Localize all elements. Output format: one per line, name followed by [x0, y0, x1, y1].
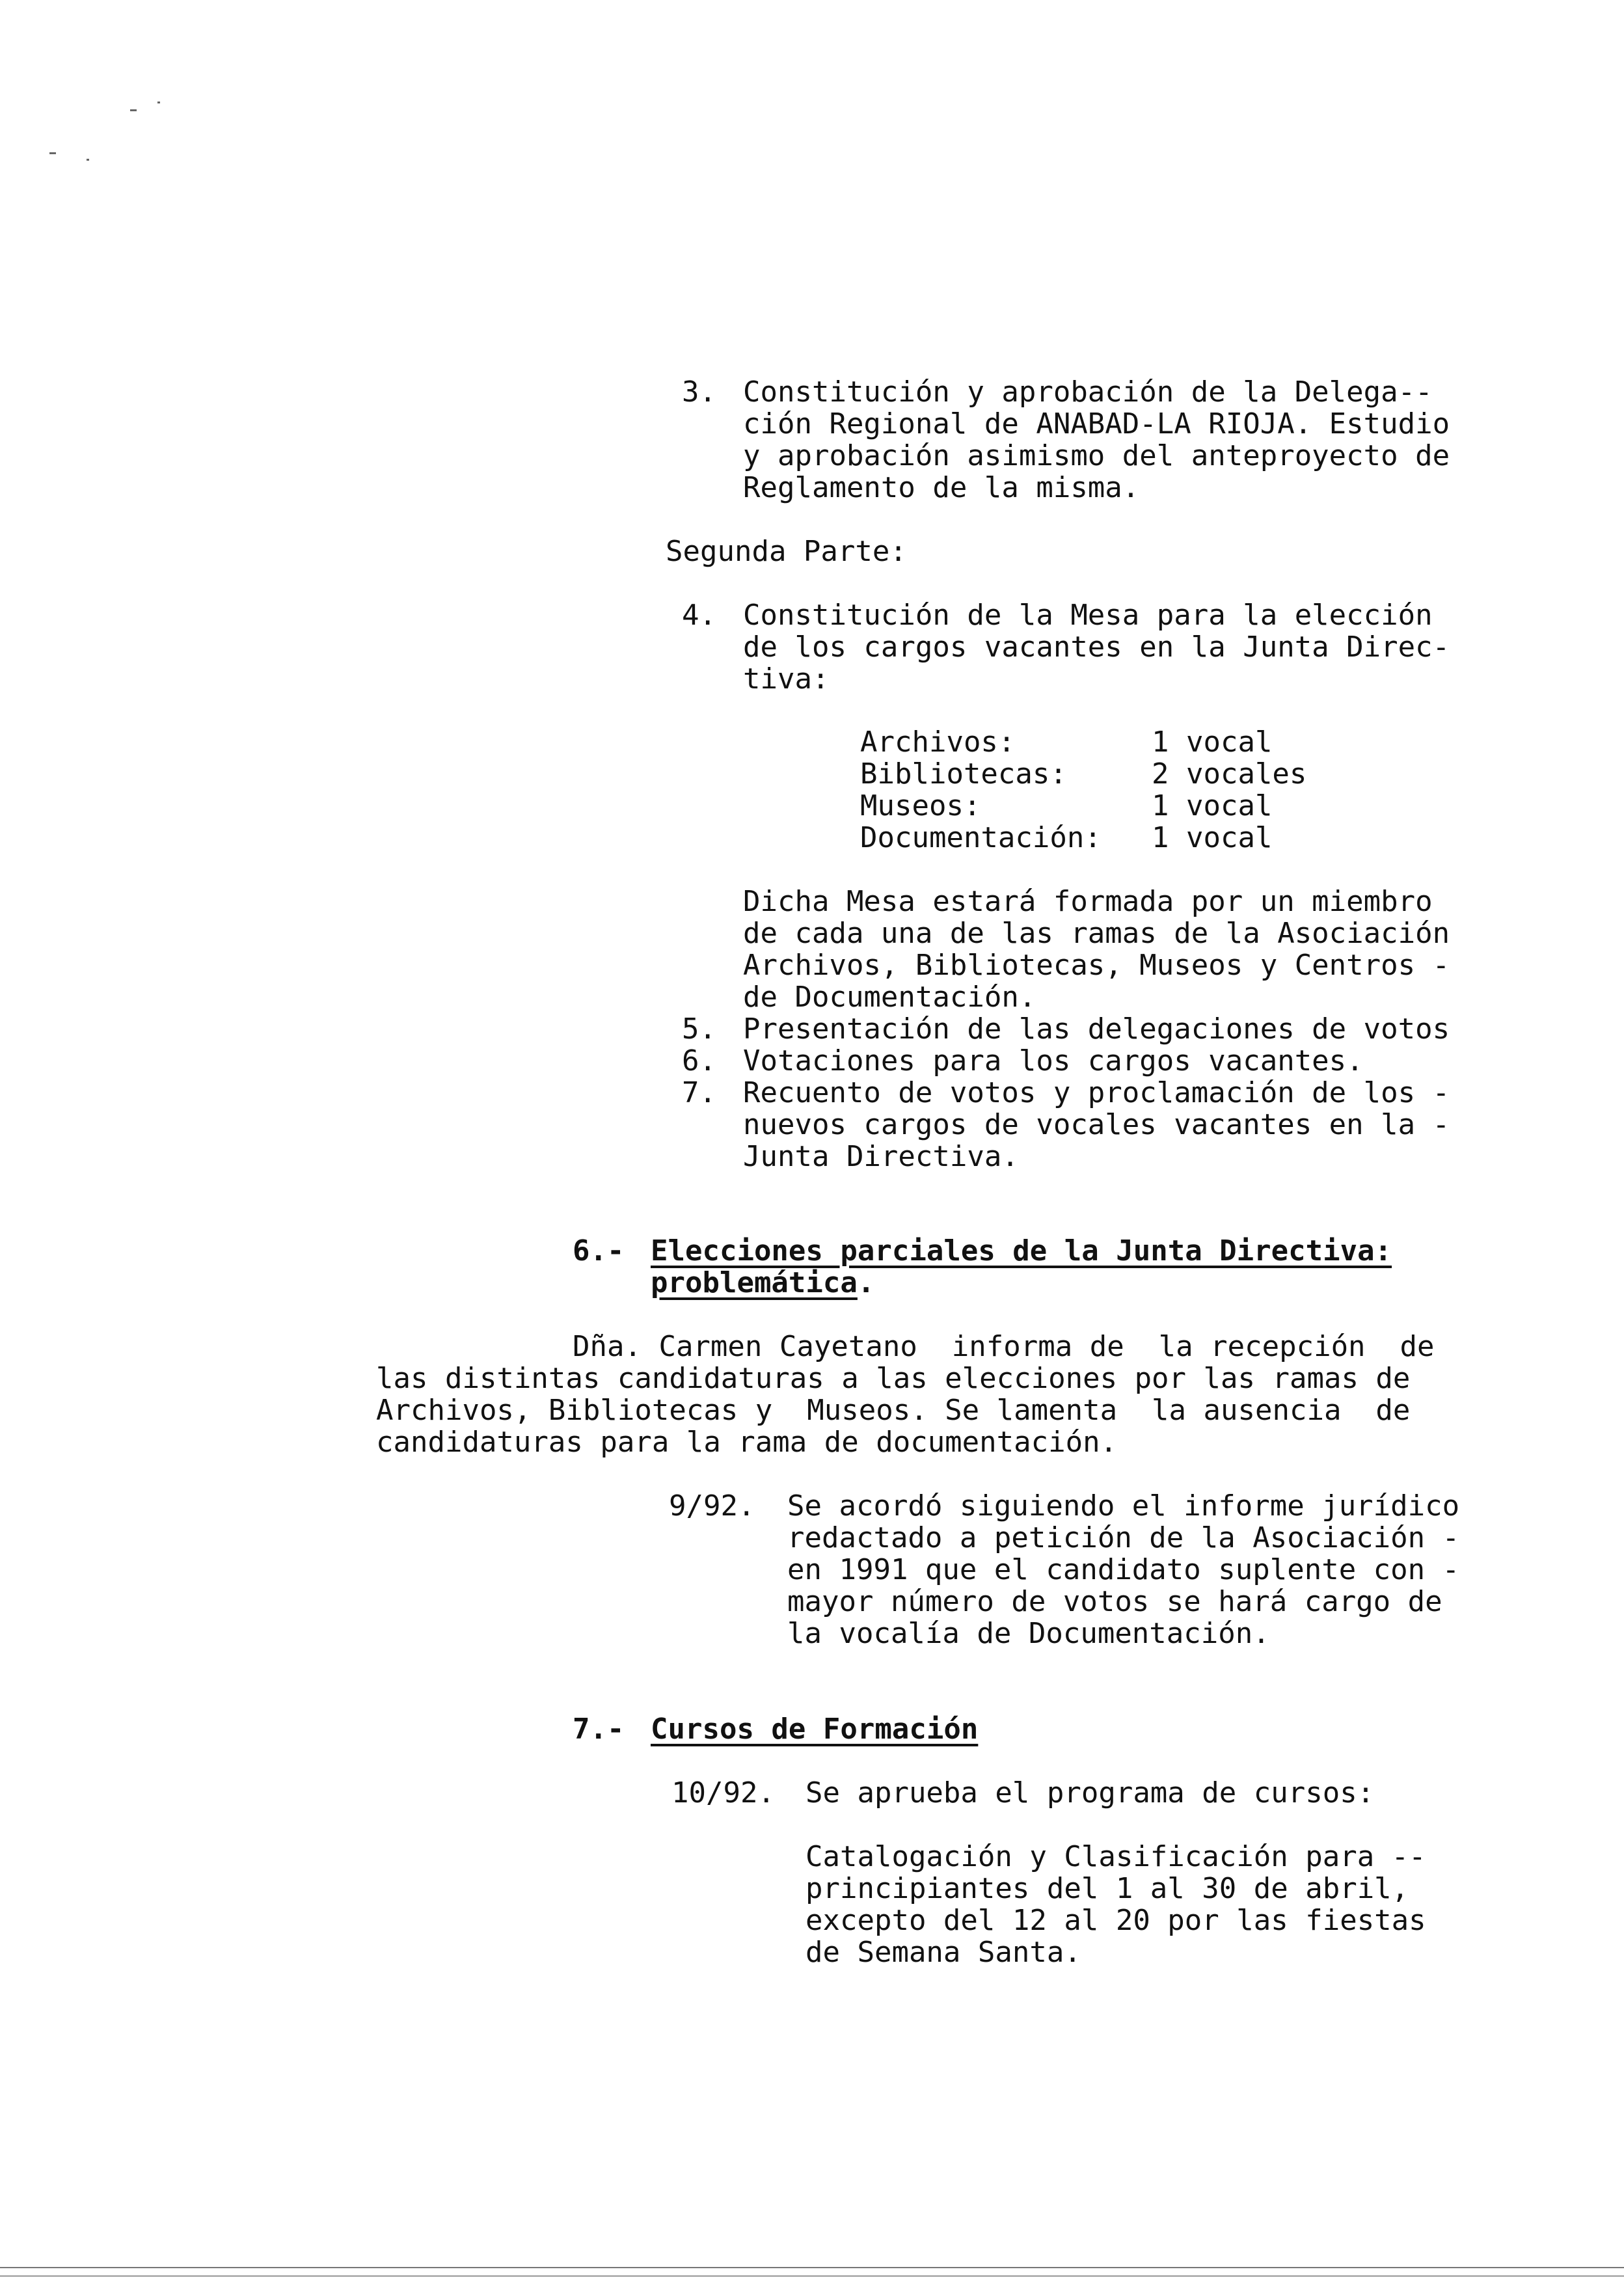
- section-6-title: Elecciones parciales de la Junta Directiva:: [651, 1234, 1392, 1268]
- scan-speck: [130, 109, 137, 111]
- vacante-rama: Documentación:: [860, 821, 1102, 854]
- section-6-title-cont: [651, 1267, 874, 1299]
- agreement-9-92-code: 9/92.: [669, 1489, 755, 1523]
- agreement-9-92-line: Se acordó siguiendo el informe jurídico: [787, 1489, 1460, 1523]
- mesa-note-line: de cada una de las ramas de la Asociación: [743, 917, 1450, 950]
- vacante-rama: Museos:: [860, 789, 981, 822]
- item-6-line: Votaciones para los cargos vacantes.: [743, 1044, 1364, 1078]
- agreement-9-92-line: en 1991 que el candidato suplente con -: [787, 1553, 1460, 1586]
- item-5-line: Presentación de las delegaciones de votos: [743, 1012, 1450, 1046]
- item-3-line: Reglamento de la misma.: [743, 471, 1140, 504]
- agreement-10-92-code: 10/92.: [671, 1776, 775, 1810]
- item-3-line: y aprobación asimismo del anteproyecto de: [743, 439, 1450, 472]
- item-3-line: ción Regional de ANABAD-LA RIOJA. Estudio: [743, 407, 1450, 441]
- agreement-9-92-line: mayor número de votos se hará cargo de: [787, 1585, 1442, 1618]
- item-4-number: 4.: [682, 599, 716, 632]
- cursos-detail-line: Catalogación y Clasificación para --: [805, 1840, 1426, 1873]
- item-3-line: Constitución y aprobación de la Delega--: [743, 375, 1433, 409]
- item-3-number: 3.: [682, 375, 716, 409]
- cursos-detail-line: de Semana Santa.: [805, 1936, 1081, 1969]
- item-6-number: 6.: [682, 1044, 716, 1078]
- item-7-line: Junta Directiva.: [743, 1140, 1019, 1173]
- agreement-10-92-line: Se aprueba el programa de cursos:: [805, 1776, 1375, 1810]
- item-7-line: nuevos cargos de vocales vacantes en la -: [743, 1108, 1450, 1141]
- item-4-line: Constitución de la Mesa para la elección: [743, 599, 1433, 632]
- item-5-number: 5.: [682, 1012, 716, 1046]
- scan-speck: [49, 152, 56, 154]
- vacante-rama: Bibliotecas:: [860, 757, 1067, 791]
- section-7-number: 7.-: [573, 1713, 625, 1746]
- mesa-note-line: de Documentación.: [743, 981, 1036, 1014]
- section-6-paragraph-line: Archivos, Bibliotecas y Museos. Se lamenta la ausencia de: [376, 1394, 1411, 1427]
- vacante-cantidad: 1 vocal: [1152, 789, 1273, 822]
- scan-speck: [157, 102, 160, 103]
- item-4-line: tiva:: [743, 662, 830, 696]
- scan-speck: [87, 159, 89, 161]
- agreement-9-92-line: la vocalía de Documentación.: [787, 1617, 1270, 1650]
- section-6-paragraph-line: Dña. Carmen Cayetano informa de la recepción de: [573, 1330, 1435, 1363]
- vacante-cantidad: 2 vocales: [1152, 757, 1307, 791]
- item-7-number: 7.: [682, 1076, 716, 1109]
- section-7-title: Cursos de Formación: [651, 1713, 979, 1746]
- cursos-detail-line: principiantes del 1 al 30 de abril,: [805, 1872, 1409, 1905]
- scan-edge-line: [0, 2267, 1624, 2268]
- scan-edge-line: [0, 2275, 1624, 2277]
- mesa-note-line: Dicha Mesa estará formada por un miembro: [743, 885, 1433, 918]
- section-6-paragraph-line: candidaturas para la rama de documentación.: [376, 1426, 1118, 1459]
- section-6-title-period: .: [857, 1266, 875, 1299]
- cursos-detail-line: excepto del 12 al 20 por las fiestas: [805, 1904, 1426, 1937]
- segunda-parte-heading: Segunda Parte:: [666, 535, 907, 568]
- mesa-note-line: Archivos, Bibliotecas, Museos y Centros -: [743, 949, 1450, 982]
- agreement-9-92-line: redactado a petición de la Asociación -: [787, 1521, 1460, 1554]
- vacante-cantidad: 1 vocal: [1152, 821, 1273, 854]
- vacante-cantidad: 1 vocal: [1152, 725, 1273, 759]
- item-4-line: de los cargos vacantes en la Junta Direc-: [743, 630, 1450, 664]
- vacante-rama: Archivos:: [860, 725, 1016, 759]
- section-6-title-word: problemática: [651, 1266, 858, 1299]
- item-7-line: Recuento de votos y proclamación de los -: [743, 1076, 1450, 1109]
- section-6-paragraph-line: las distintas candidaturas a las elecciones por las ramas de: [376, 1362, 1411, 1395]
- section-6-number: 6.-: [573, 1234, 625, 1268]
